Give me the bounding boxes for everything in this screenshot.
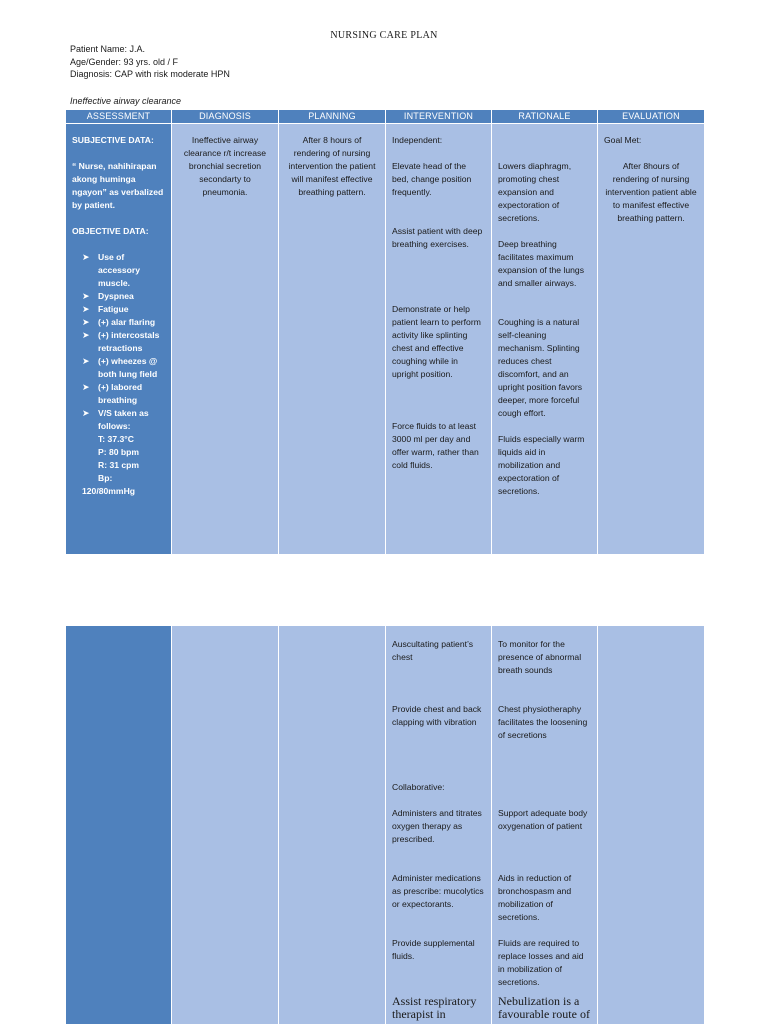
patient-age-gender: Age/Gender: 93 yrs. old / F xyxy=(70,56,179,67)
intervention-cell xyxy=(386,124,492,555)
document-title: NURSING CARE PLAN xyxy=(330,30,438,41)
evaluation-cell xyxy=(598,626,705,1024)
list-item: ➤ V/S taken as follows: xyxy=(82,408,149,431)
header-diagnosis: DIAGNOSIS xyxy=(172,110,279,124)
arrow-bullet-icon: ➤ xyxy=(82,382,90,392)
intervention-cell xyxy=(386,626,492,1024)
intervention-item: Assist respiratory therapist in xyxy=(392,994,477,1021)
diagnosis-cell xyxy=(172,124,279,555)
rationale-cell xyxy=(492,626,598,1024)
arrow-bullet-icon: ➤ xyxy=(82,291,90,301)
arrow-bullet-icon: ➤ xyxy=(82,317,90,327)
list-item: ➤ Dyspnea xyxy=(82,291,134,301)
vital-pulse: P: 80 bpm xyxy=(98,447,140,457)
intervention-item: Administers and titrates oxygen therapy as prescribed. xyxy=(392,808,482,844)
objective-heading: OBJECTIVE DATA: xyxy=(72,226,149,236)
evaluation-cell xyxy=(598,124,705,555)
rationale-item: Fluids especially warm liquids aid in mobilization and expectoration of secretions. xyxy=(498,434,585,496)
intervention-item: Assist patient with deep breathing exercises. xyxy=(392,226,483,249)
rationale-item: Lowers diaphragm, promoting chest expansion and expectoration of secretions. xyxy=(498,161,572,223)
rationale-item: Coughing is a natural self-cleaning mechanism. Splinting reduces chest discomfort, and an upright position favors deeper, more forceful cough effort. xyxy=(498,317,583,418)
care-plan-table xyxy=(65,109,705,555)
care-plan-table-continued xyxy=(65,625,705,1024)
subjective-text: “ Nurse, nahihirapan akong huminga ngayon” as verbalized by patient. xyxy=(72,161,164,210)
vital-temp: T: 37.3°C xyxy=(98,434,134,444)
planning-cell xyxy=(279,124,386,555)
collaborative-label: Collaborative: xyxy=(392,782,445,792)
rationale-cell xyxy=(492,124,598,555)
assessment-cell xyxy=(66,124,172,555)
arrow-bullet-icon: ➤ xyxy=(82,356,90,366)
vital-signs xyxy=(66,433,165,498)
rationale-item: To monitor for the presence of abnormal breath sounds xyxy=(498,639,582,675)
vital-resp: R: 31 cpm xyxy=(98,460,140,470)
table-row xyxy=(66,626,705,1024)
intervention-item: Elevate head of the bed, change position frequently. xyxy=(392,161,472,197)
rationale-item: Fluids are required to replace losses and aid in mobilization of secretions. xyxy=(498,938,584,987)
vital-bp-label: Bp: xyxy=(98,473,113,483)
table-row xyxy=(66,124,705,555)
arrow-bullet-icon: ➤ xyxy=(82,252,90,262)
patient-diagnosis: Diagnosis: CAP with risk moderate HPN xyxy=(70,69,230,79)
evaluation-text: After 8hours of rendering of nursing intervention patient able to manifest effective breathing pattern. xyxy=(605,161,697,223)
intervention-item: Administer medications as prescribe: mucolytics or expectorants. xyxy=(392,873,484,909)
subjective-heading: SUBJECTIVE DATA: xyxy=(72,135,154,145)
arrow-bullet-icon: ➤ xyxy=(82,304,90,314)
list-item: ➤ (+) labored breathing xyxy=(82,382,143,405)
objective-list xyxy=(66,251,165,433)
header-rationale: RATIONALE xyxy=(492,110,598,124)
rationale-item: Aids in reduction of bronchospasm and mobilization of secretions. xyxy=(498,873,572,922)
list-item: ➤ (+) wheezes @ both lung field xyxy=(82,356,158,379)
diagnosis-text: Ineffective airway clearance r/t increase bronchial secretion secondarty to pneumonia. xyxy=(183,135,267,197)
rationale-item: Deep breathing facilitates maximum expansion of the lungs and smaller airways. xyxy=(498,239,585,288)
header-evaluation: EVALUATION xyxy=(598,110,705,124)
rationale-item: Chest physiotheraphy facilitates the loosening of secretions xyxy=(498,704,588,740)
intervention-item: Auscultating patient’s chest xyxy=(392,639,474,662)
patient-name: Patient Name: J.A. xyxy=(70,44,146,54)
header-planning: PLANNING xyxy=(279,110,386,124)
planning-text: After 8 hours of rendering of nursing intervention the patient will manifest effective breathing pattern. xyxy=(288,135,376,197)
rationale-item: Support adequate body oxygenation of patient xyxy=(498,808,588,831)
arrow-bullet-icon: ➤ xyxy=(82,330,90,340)
list-item: ➤ (+) intercostals retractions xyxy=(82,330,160,353)
evaluation-heading: Goal Met: xyxy=(604,135,642,145)
intervention-item: Provide chest and back clapping with vibration xyxy=(392,704,482,727)
diagnosis-cell xyxy=(172,626,279,1024)
planning-cell xyxy=(279,626,386,1024)
intervention-item: Demonstrate or help patient learn to perform activity like splinting chest and effective coughing while in upright position. xyxy=(392,304,481,379)
patient-info xyxy=(70,43,230,81)
independent-label: Independent: xyxy=(392,135,443,145)
header-assessment: ASSESSMENT xyxy=(66,110,172,124)
intervention-item: Force fluids to at least 3000 ml per day and offer warm, rather than cold fluids. xyxy=(392,421,479,470)
rationale-item: Nebulization is a favourable route of xyxy=(498,994,590,1021)
assessment-cell xyxy=(66,626,172,1024)
section-title: Ineffective airway clearance xyxy=(70,96,182,106)
list-item: ➤ (+) alar flaring xyxy=(82,317,156,327)
list-item: ➤ Fatigue xyxy=(82,304,129,314)
table-header-row xyxy=(66,110,705,124)
intervention-item: Provide supplemental fluids. xyxy=(392,938,475,961)
vital-bp-value: 120/80mmHg xyxy=(82,486,136,496)
header-intervention: INTERVENTION xyxy=(386,110,492,124)
arrow-bullet-icon: ➤ xyxy=(82,408,90,418)
list-item: ➤ Use of accessory muscle. xyxy=(82,252,141,288)
